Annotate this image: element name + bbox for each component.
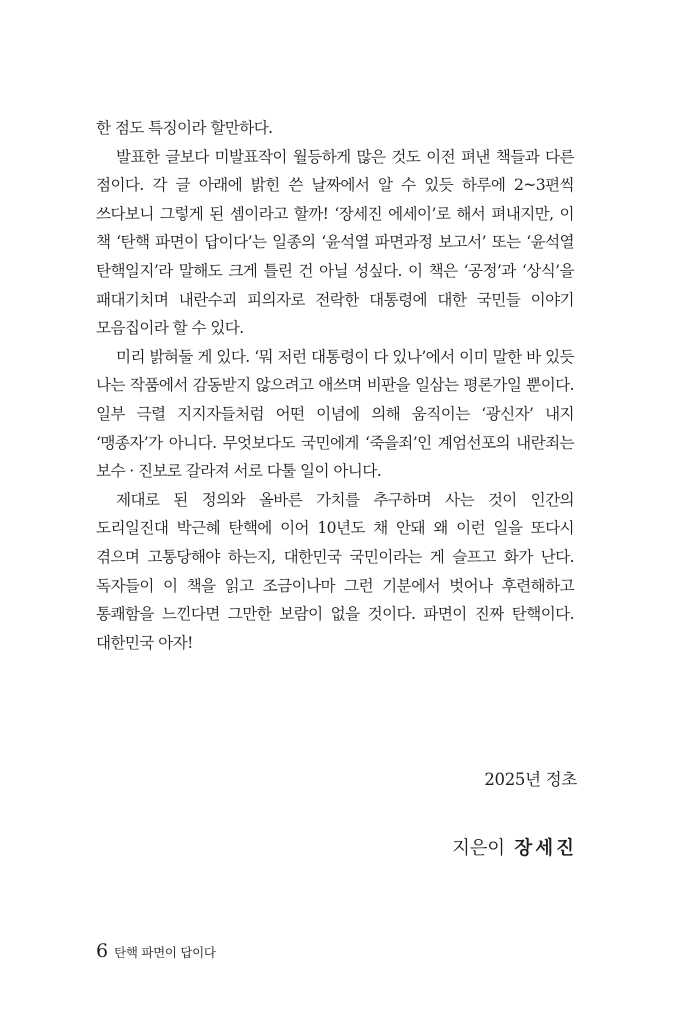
paragraph-4: 제대로 된 정의와 올바른 가치를 추구하며 사는 것이 인간의 도리일진대 박근혜 탄핵에 이어 10년도 채 안돼 왜 이런 일을 또다시 겪으며 고통당해야 하는지, 대한민국 국민이라는 게 슬프고 화가 난다. 독자들이 이 책을 읽고 조금이나마 그런 기분에서 벗어나 후련해하고 통쾌함을 느낀다면 그만한 보람이 없을 것이다. 파면이 진짜 탄핵이다. 대한민국 아자! — [96, 490, 574, 652]
author-prefix: 지은이 — [452, 838, 505, 859]
author-line — [452, 834, 577, 860]
author-name: 장세진 — [514, 838, 577, 859]
paragraph-2: 발표한 글보다 미발표작이 월등하게 많은 것도 이전 펴낸 책들과 다른 점이다. 각 글 아래에 밝힌 쓴 날짜에서 알 수 있듯 하루에 2~3편씩 쓰다보니 그렇게 된 셈이라고 할까! ‘장세진 에세이’로 해서 펴내지만, 이 책 ‘탄핵 파면이 답이다’는 일종의 ‘윤석열 파면과정 보고서’ 또는 ‘윤석열 탄핵일지’라 말해도 크게 틀린 건 아닐 성싶다. 이 책은 ‘공정’과 ‘상식’을 패대기치며 내란수괴 피의자로 전락한 대통령에 대한 국민들 이야기 모음집이라 할 수 있다. — [96, 147, 574, 338]
page-footer — [96, 940, 216, 962]
paragraph-1: 한 점도 특징이라 할만하다. — [96, 119, 273, 137]
page-number: 6 — [96, 940, 109, 962]
signature-date: 2025년 정초 — [484, 770, 577, 789]
running-title: 탄핵 파면이 답이다 — [114, 945, 216, 960]
body-text — [96, 114, 574, 657]
paragraph-3: 미리 밝혀둘 게 있다. ‘뭐 저런 대통령이 다 있나’에서 이미 말한 바 있듯 나는 작품에서 감동받지 않으려고 애쓰며 비판을 일삼는 평론가일 뿐이다. 일부 극렬 지지자들처럼 어떤 이념에 의해 움직이는 ‘광신자’ 내지 ‘맹종자’가 아니다. 무엇보다도 국민에게 ‘죽을죄’인 계엄선포의 내란죄는 보수 · 진보로 갈라져 서로 다툴 일이 아니다. — [96, 347, 574, 481]
